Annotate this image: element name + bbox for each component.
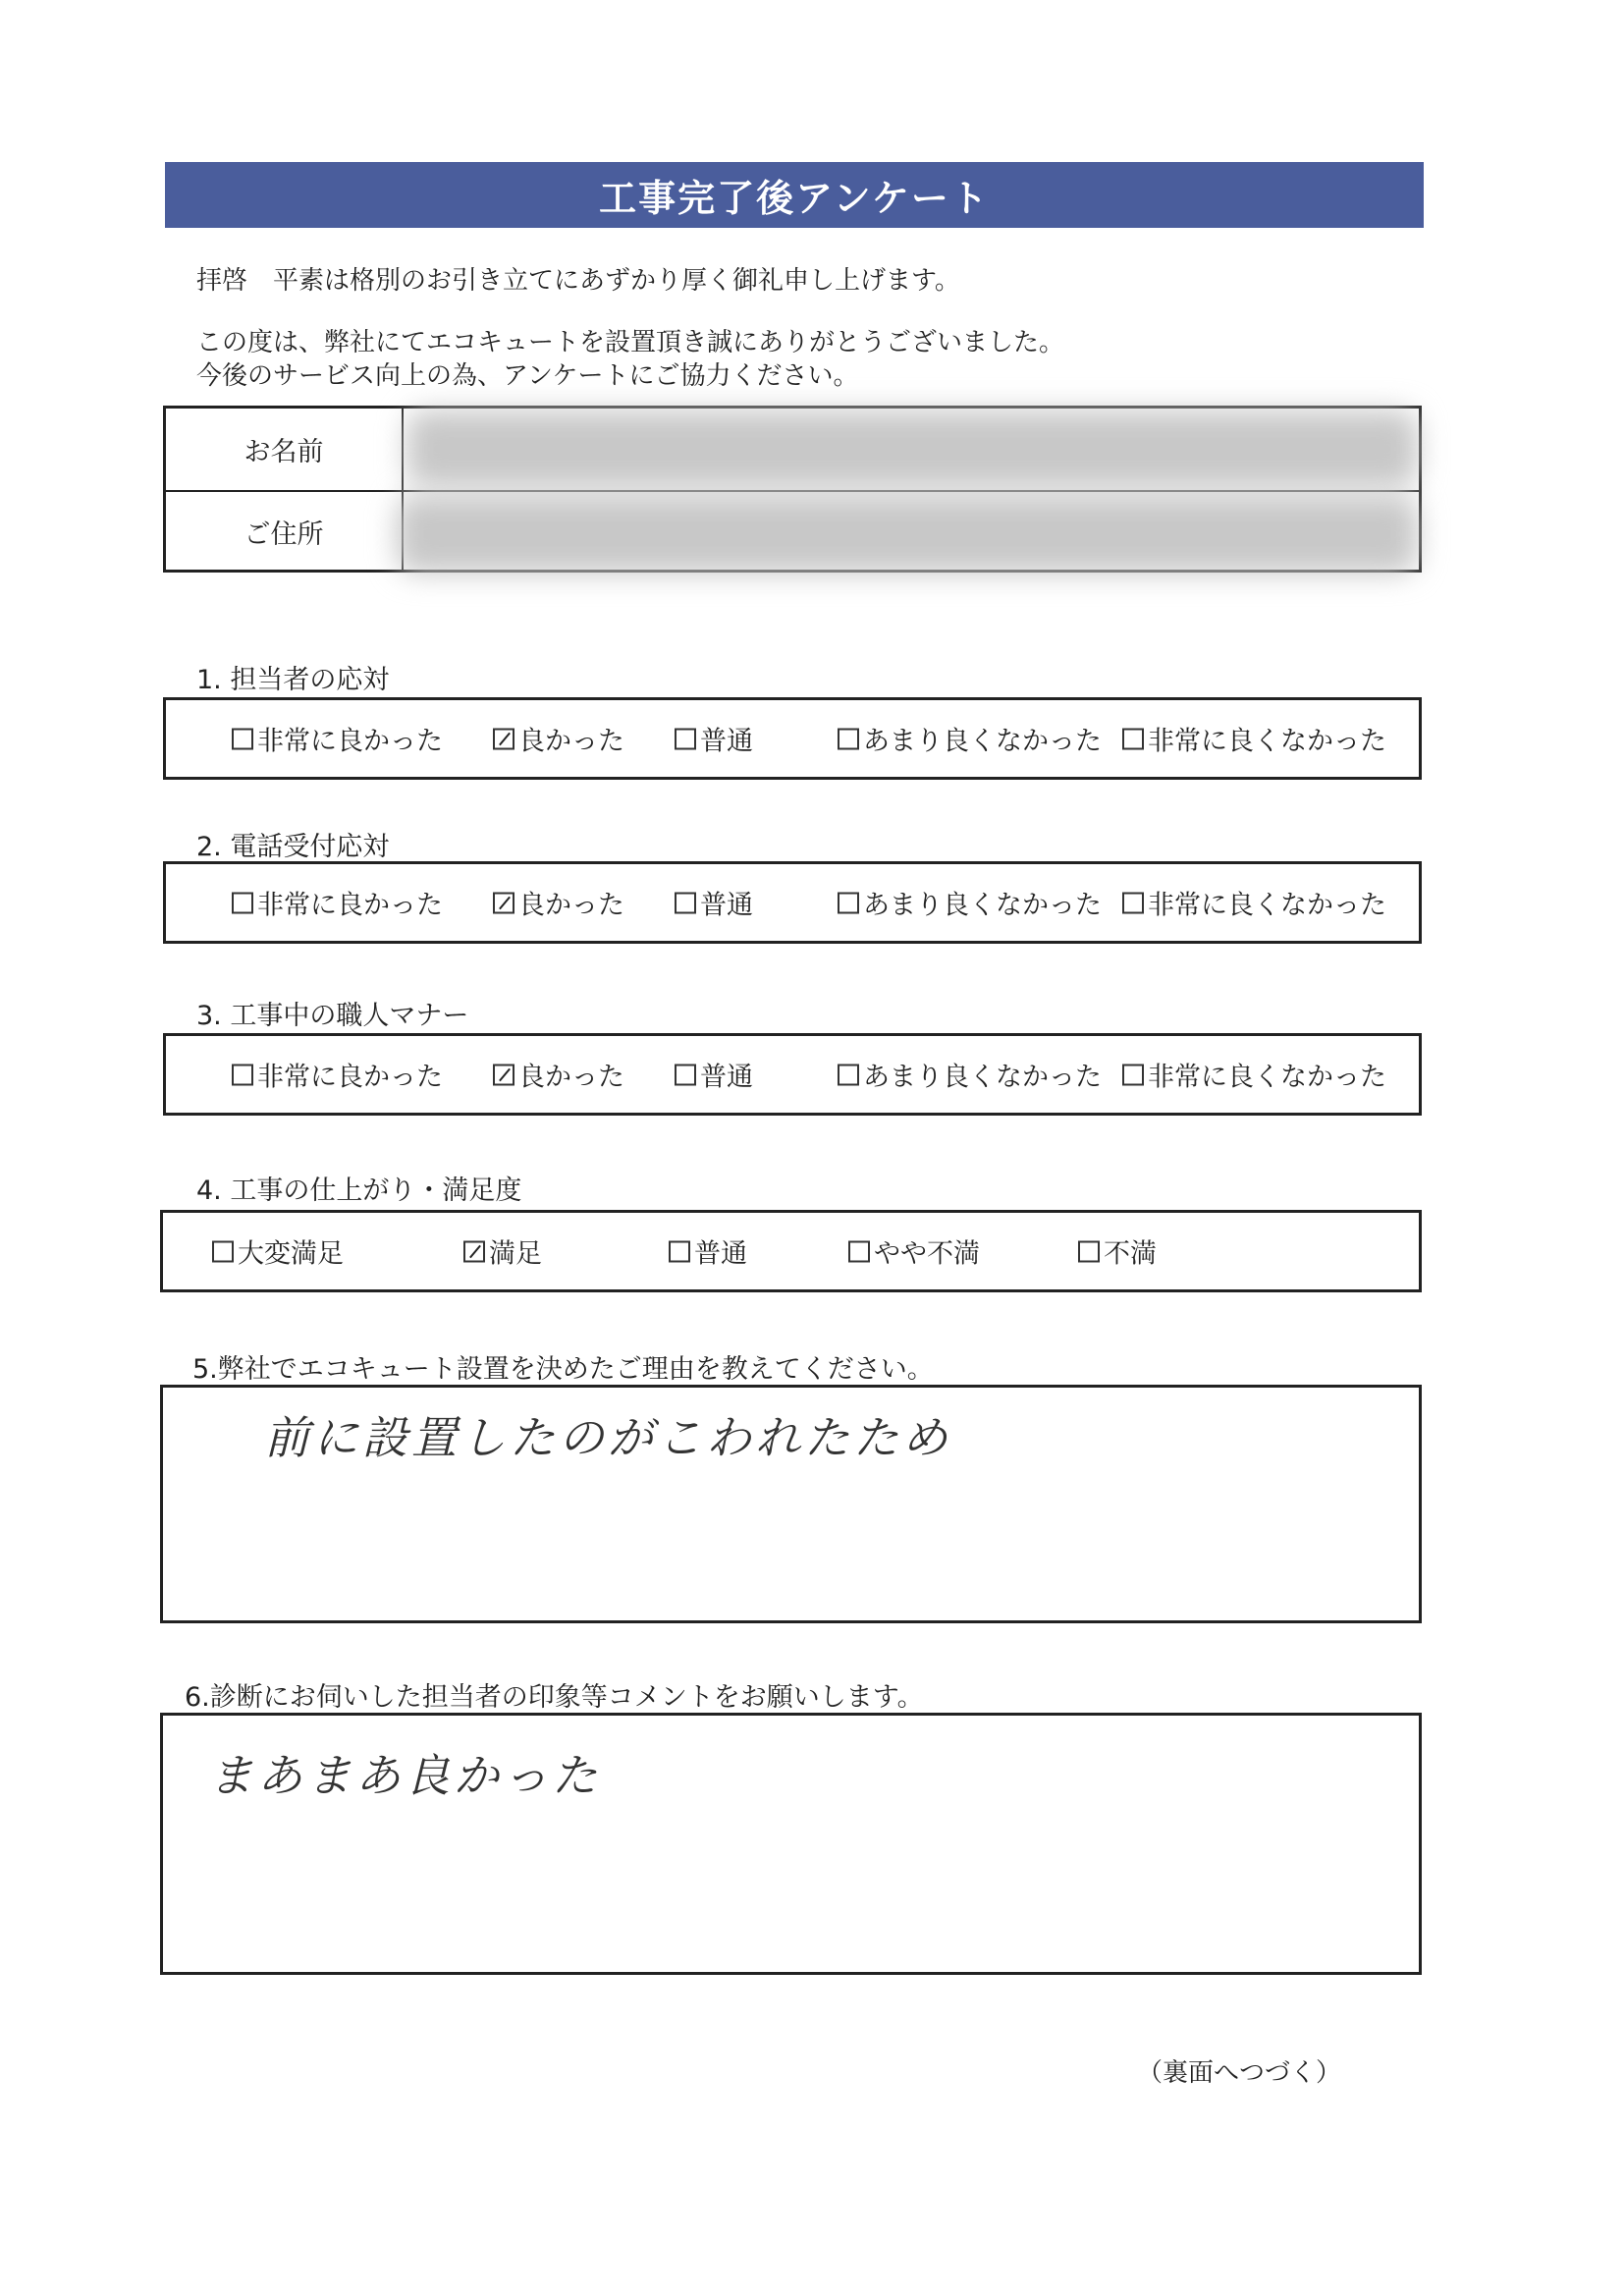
question-4-label: 4. 工事の仕上がり・満足度 (196, 1175, 522, 1206)
q1-option-3[interactable]: 普通 (675, 720, 753, 758)
question-1-options (163, 697, 1422, 780)
checkbox-icon[interactable] (1122, 1064, 1144, 1085)
q2-option-4[interactable]: あまり良くなかった (838, 884, 1102, 922)
checkbox-icon[interactable] (1122, 892, 1144, 913)
q1-option-1[interactable]: 非常に良かった (232, 720, 443, 758)
checkbox-checked-icon[interactable] (493, 728, 514, 749)
customer-info-table (163, 406, 1422, 573)
q3-option-5[interactable]: 非常に良くなかった (1122, 1056, 1386, 1094)
question-5-answer: 前に設置したのがこわれたため (264, 1411, 951, 1464)
redacted-name (406, 410, 1418, 487)
name-divider (402, 409, 404, 490)
intro-line-1: 拝啓 平素は格別のお引き立てにあずかり厚く御礼申し上げます。 (196, 266, 960, 296)
question-5-answer-box[interactable] (160, 1385, 1422, 1623)
q2-option-2[interactable]: 良かった (493, 884, 624, 922)
question-2-label: 2. 電話受付応対 (196, 832, 390, 862)
intro-line-2: この度は、弊社にてエコキュートを設置頂き誠にありがとうございました。 (196, 328, 1065, 357)
question-6-answer: まあまあ良かった (208, 1749, 601, 1802)
q3-option-4[interactable]: あまり良くなかった (838, 1056, 1102, 1094)
q4-option-3[interactable]: 普通 (669, 1232, 747, 1271)
q4-option-2[interactable]: 満足 (463, 1232, 542, 1271)
q2-option-3[interactable]: 普通 (675, 884, 753, 922)
q2-option-1[interactable]: 非常に良かった (232, 884, 443, 922)
q4-option-4[interactable]: やや不満 (848, 1232, 980, 1271)
title-bar (165, 162, 1424, 228)
checkbox-icon[interactable] (232, 728, 253, 749)
address-label: ご住所 (244, 519, 324, 550)
checkbox-icon[interactable] (232, 892, 253, 913)
q3-option-1[interactable]: 非常に良かった (232, 1056, 443, 1094)
q4-option-1[interactable]: 大変満足 (212, 1232, 344, 1271)
question-3-options (163, 1033, 1422, 1116)
checkbox-icon[interactable] (848, 1240, 870, 1262)
question-6-answer-box[interactable] (160, 1713, 1422, 1975)
question-3-label: 3. 工事中の職人マナー (196, 1001, 469, 1031)
question-1-label: 1. 担当者の応対 (196, 665, 390, 695)
question-5-label: 5.弊社でエコキュート設置を決めたご理由を教えてください。 (192, 1354, 934, 1385)
checkbox-icon[interactable] (838, 892, 859, 913)
checkbox-icon[interactable] (675, 1064, 696, 1085)
checkbox-icon[interactable] (1122, 728, 1144, 749)
q1-option-2[interactable]: 良かった (493, 720, 624, 758)
checkbox-checked-icon[interactable] (463, 1240, 485, 1262)
q3-option-3[interactable]: 普通 (675, 1056, 753, 1094)
question-2-options (163, 861, 1422, 944)
question-4-options (160, 1210, 1422, 1292)
checkbox-icon[interactable] (838, 728, 859, 749)
checkbox-checked-icon[interactable] (493, 892, 514, 913)
page-title: 工事完了後アンケート (599, 177, 990, 220)
question-6-label: 6.診断にお伺いした担当者の印象等コメントをお願いします。 (185, 1682, 924, 1713)
intro-line-3: 今後のサービス向上の為、アンケートにご協力ください。 (196, 361, 859, 391)
checkbox-icon[interactable] (1078, 1240, 1100, 1262)
continued-note: （裏面へつづく） (1137, 2058, 1342, 2088)
checkbox-icon[interactable] (675, 728, 696, 749)
q2-option-5[interactable]: 非常に良くなかった (1122, 884, 1386, 922)
name-label: お名前 (244, 437, 324, 467)
checkbox-icon[interactable] (232, 1064, 253, 1085)
checkbox-icon[interactable] (669, 1240, 690, 1262)
checkbox-icon[interactable] (838, 1064, 859, 1085)
q1-option-4[interactable]: あまり良くなかった (838, 720, 1102, 758)
checkbox-icon[interactable] (212, 1240, 234, 1262)
q4-option-5[interactable]: 不満 (1078, 1232, 1157, 1271)
redacted-address (397, 495, 1418, 574)
checkbox-checked-icon[interactable] (493, 1064, 514, 1085)
q1-option-5[interactable]: 非常に良くなかった (1122, 720, 1386, 758)
q3-option-2[interactable]: 良かった (493, 1056, 624, 1094)
checkbox-icon[interactable] (675, 892, 696, 913)
